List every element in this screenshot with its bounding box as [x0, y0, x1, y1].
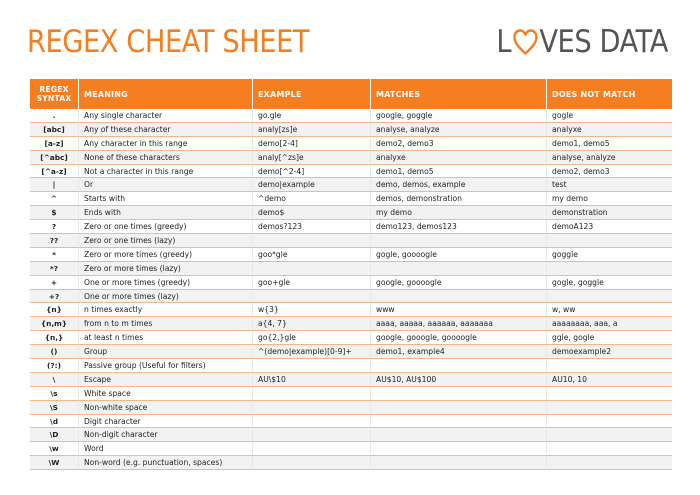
meaning-cell: Non-digit character	[78, 428, 252, 442]
matches-cell	[370, 442, 546, 456]
matches-cell: aaaa, aaaaa, aaaaaa, aaaaaaa	[370, 317, 546, 331]
example-cell: demo[^2-4]	[252, 165, 370, 179]
example-cell: ^demo	[252, 192, 370, 206]
meaning-cell: Any of these character	[78, 123, 252, 137]
syntax-cell: [^a-z]	[30, 165, 78, 179]
meaning-cell: Non-word (e.g. punctuation, spaces)	[78, 456, 252, 470]
table-row	[30, 248, 672, 262]
table-row	[30, 109, 672, 123]
meaning-cell: Passive group (Useful for filters)	[78, 359, 252, 373]
meaning-cell: Zero or one times (lazy)	[78, 234, 252, 248]
matches-cell: google, goooogle	[370, 276, 546, 290]
matches-cell: demo123, demos123	[370, 220, 546, 234]
syntax-cell: \W	[30, 456, 78, 470]
meaning-cell: at least n times	[78, 331, 252, 345]
syntax-cell: [abc]	[30, 123, 78, 137]
example-cell	[252, 442, 370, 456]
syntax-cell: $	[30, 206, 78, 220]
regex-table	[30, 79, 672, 470]
no-match-cell: aaaaaaaa, aaa, a	[546, 317, 672, 331]
example-cell: goo+gle	[252, 276, 370, 290]
matches-cell	[370, 415, 546, 429]
no-match-cell: AU10, 10	[546, 373, 672, 387]
syntax-cell: \s	[30, 387, 78, 401]
syntax-cell: {n}	[30, 303, 78, 317]
matches-cell	[370, 234, 546, 248]
table-row	[30, 415, 672, 429]
no-match-cell: demo1, demo5	[546, 137, 672, 151]
no-match-cell	[546, 262, 672, 276]
meaning-cell: Or	[78, 178, 252, 192]
meaning-cell: Zero or one times (greedy)	[78, 220, 252, 234]
table-row	[30, 137, 672, 151]
table-row	[30, 206, 672, 220]
example-cell	[252, 290, 370, 304]
no-match-cell: demo2, demo3	[546, 165, 672, 179]
matches-cell: AU$10, AU$100	[370, 373, 546, 387]
table-row	[30, 345, 672, 359]
no-match-cell: analyxe	[546, 123, 672, 137]
meaning-cell: One or more times (greedy)	[78, 276, 252, 290]
example-cell: ^(demo|example)[0-9]+	[252, 345, 370, 359]
header-example: EXAMPLE	[252, 79, 370, 109]
syntax-cell: [a-z]	[30, 137, 78, 151]
brand-text-end: VES DATA	[539, 24, 668, 60]
table-row	[30, 428, 672, 442]
example-cell	[252, 456, 370, 470]
no-match-cell: analyse, analyze	[546, 151, 672, 165]
page-title: REGEX CHEAT SHEET	[27, 24, 310, 60]
table-row	[30, 123, 672, 137]
matches-cell	[370, 262, 546, 276]
syntax-cell: ??	[30, 234, 78, 248]
table-row	[30, 262, 672, 276]
meaning-cell: Zero or more times (greedy)	[78, 248, 252, 262]
no-match-cell: demoexample2	[546, 345, 672, 359]
example-cell: go{2,}gle	[252, 331, 370, 345]
meaning-cell: Not a character in this range	[78, 165, 252, 179]
meaning-cell: Group	[78, 345, 252, 359]
example-cell	[252, 415, 370, 429]
header-matches: MATCHES	[370, 79, 546, 109]
matches-cell	[370, 290, 546, 304]
syntax-cell: +	[30, 276, 78, 290]
syntax-cell: \w	[30, 442, 78, 456]
matches-cell: demos, demonstration	[370, 192, 546, 206]
syntax-cell: {n,}	[30, 331, 78, 345]
example-cell	[252, 262, 370, 276]
matches-cell: demo, demos, example	[370, 178, 546, 192]
syntax-cell: |	[30, 178, 78, 192]
table-row	[30, 331, 672, 345]
syntax-cell: *?	[30, 262, 78, 276]
header-does-not-match: DOES NOT MATCH	[546, 79, 672, 109]
no-match-cell	[546, 359, 672, 373]
table-row	[30, 178, 672, 192]
table-row	[30, 234, 672, 248]
matches-cell: demo1, example4	[370, 345, 546, 359]
matches-cell: demo1, demo5	[370, 165, 546, 179]
table-row	[30, 276, 672, 290]
example-cell	[252, 387, 370, 401]
syntax-cell: *	[30, 248, 78, 262]
no-match-cell	[546, 401, 672, 415]
example-cell: goo*gle	[252, 248, 370, 262]
syntax-cell: \d	[30, 415, 78, 429]
matches-cell: analyse, analyze	[370, 123, 546, 137]
no-match-cell: demonstration	[546, 206, 672, 220]
syntax-cell: (?:)	[30, 359, 78, 373]
no-match-cell: gogle, goggle	[546, 276, 672, 290]
table-row	[30, 290, 672, 304]
no-match-cell: test	[546, 178, 672, 192]
example-cell: demos?123	[252, 220, 370, 234]
example-cell	[252, 234, 370, 248]
no-match-cell	[546, 290, 672, 304]
table-row	[30, 220, 672, 234]
syntax-cell: .	[30, 109, 78, 123]
table-row	[30, 303, 672, 317]
example-cell: demo|example	[252, 178, 370, 192]
matches-cell: www	[370, 303, 546, 317]
matches-cell: google, gooogle, goooogle	[370, 331, 546, 345]
table-row	[30, 373, 672, 387]
no-match-cell: demoA123	[546, 220, 672, 234]
syntax-cell: +?	[30, 290, 78, 304]
example-cell	[252, 359, 370, 373]
matches-cell: google, goggle	[370, 109, 546, 123]
syntax-cell: \	[30, 373, 78, 387]
matches-cell: demo2, demo3	[370, 137, 546, 151]
table-row	[30, 165, 672, 179]
brand-logo	[496, 24, 668, 60]
syntax-cell: \S	[30, 401, 78, 415]
table-body	[30, 109, 672, 470]
table-row	[30, 442, 672, 456]
meaning-cell: One or more times (lazy)	[78, 290, 252, 304]
meaning-cell: Ends with	[78, 206, 252, 220]
syntax-cell: ^	[30, 192, 78, 206]
table-header-row	[30, 79, 672, 109]
matches-cell	[370, 387, 546, 401]
meaning-cell: Starts with	[78, 192, 252, 206]
heart-icon	[512, 28, 538, 56]
brand-text-start: L	[496, 24, 512, 60]
meaning-cell: Escape	[78, 373, 252, 387]
meaning-cell: Non-white space	[78, 401, 252, 415]
meaning-cell: n times exactly	[78, 303, 252, 317]
example-cell: go.gle	[252, 109, 370, 123]
matches-cell: analyxe	[370, 151, 546, 165]
table-row	[30, 401, 672, 415]
syntax-cell: \D	[30, 428, 78, 442]
no-match-cell: gogle	[546, 109, 672, 123]
no-match-cell	[546, 428, 672, 442]
matches-cell: gogle, goooogle	[370, 248, 546, 262]
no-match-cell	[546, 456, 672, 470]
example-cell: demo[2-4]	[252, 137, 370, 151]
table-row	[30, 359, 672, 373]
table-row	[30, 192, 672, 206]
meaning-cell: from n to m times	[78, 317, 252, 331]
no-match-cell: ggle, gogle	[546, 331, 672, 345]
table-row	[30, 387, 672, 401]
matches-cell	[370, 401, 546, 415]
table-row	[30, 151, 672, 165]
example-cell: demo$	[252, 206, 370, 220]
matches-cell	[370, 359, 546, 373]
no-match-cell: my demo	[546, 192, 672, 206]
example-cell: analy[^zs]e	[252, 151, 370, 165]
example-cell: AU\$10	[252, 373, 370, 387]
meaning-cell: Digit character	[78, 415, 252, 429]
header-meaning: MEANING	[78, 79, 252, 109]
syntax-cell: [^abc]	[30, 151, 78, 165]
meaning-cell: White space	[78, 387, 252, 401]
meaning-cell: Any single character	[78, 109, 252, 123]
header-regex-syntax: REGEX SYNTAX	[30, 79, 78, 109]
table-row	[30, 456, 672, 470]
example-cell	[252, 401, 370, 415]
meaning-cell: Any character in this range	[78, 137, 252, 151]
syntax-cell: {n,m}	[30, 317, 78, 331]
example-cell: a{4, 7}	[252, 317, 370, 331]
no-match-cell: goggle	[546, 248, 672, 262]
no-match-cell	[546, 234, 672, 248]
matches-cell	[370, 428, 546, 442]
syntax-cell: ?	[30, 220, 78, 234]
no-match-cell	[546, 415, 672, 429]
meaning-cell: None of these characters	[78, 151, 252, 165]
meaning-cell: Word	[78, 442, 252, 456]
table-row	[30, 317, 672, 331]
matches-cell: my demo	[370, 206, 546, 220]
example-cell: analy[zs]e	[252, 123, 370, 137]
no-match-cell	[546, 387, 672, 401]
example-cell	[252, 428, 370, 442]
meaning-cell: Zero or more times (lazy)	[78, 262, 252, 276]
no-match-cell	[546, 442, 672, 456]
example-cell: w{3}	[252, 303, 370, 317]
syntax-cell: ()	[30, 345, 78, 359]
matches-cell	[370, 456, 546, 470]
no-match-cell: w, ww	[546, 303, 672, 317]
